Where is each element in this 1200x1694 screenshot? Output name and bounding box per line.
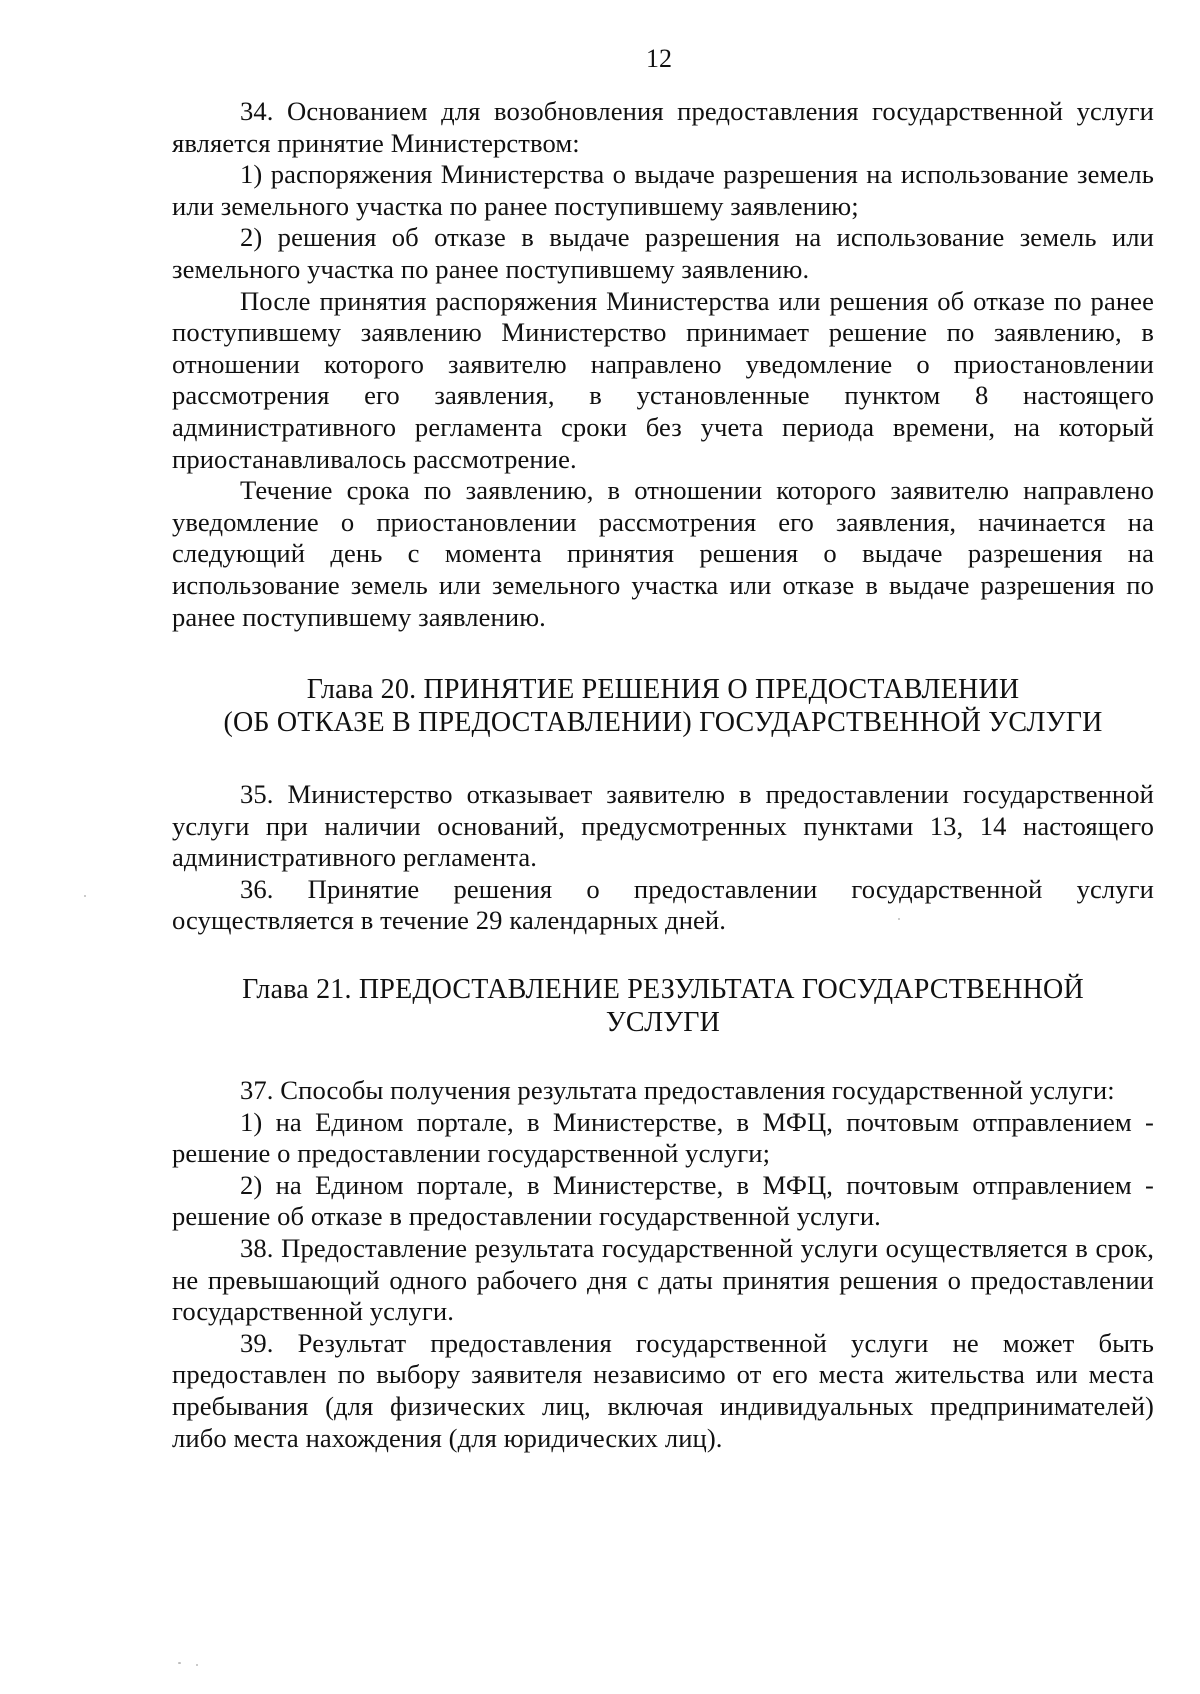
paragraph-36: 36. Принятие решения о предоставлении государственной услуги осуществляется в течение 29 календарных дней. [172,873,1154,936]
paragraph-37-item-1: 1) на Едином портале, в Министерстве, в МФЦ, почтовым отправлением - решение о предоставлении государственной услуги; [172,1106,1154,1169]
scan-speck [196,1664,198,1666]
chapter-20-heading-line-2: (ОБ ОТКАЗЕ В ПРЕДОСТАВЛЕНИИ) ГОСУДАРСТВЕННОЙ УСЛУГИ [223,707,1103,739]
paragraph-34-item-1: 1) распоряжения Министерства о выдаче разрешения на использование земель или земельного участка по ранее поступившему заявлению; [172,159,1154,221]
scan-speck [84,895,86,897]
chapter-21-heading [172,973,1154,1039]
paragraph-35: 35. Министерство отказывает заявителю в предоставлении государственной услуги при наличии оснований, предусмотренных пунктами 13, 14 настоящего административного регламента. [172,779,1154,873]
scan-speck [898,918,900,920]
chapter-21-heading-line-1: Глава 21. ПРЕДОСТАВЛЕНИЕ РЕЗУЛЬТАТА ГОСУДАРСТВЕННОЙ [242,974,1084,1006]
chapter-20-heading-line-1: Глава 20. ПРИНЯТИЕ РЕШЕНИЯ О ПРЕДОСТАВЛЕНИИ [306,674,1020,706]
chapter-20-heading [172,673,1154,739]
paragraph-37-intro: 37. Способы получения результата предоставления государственной услуги: [240,1075,1115,1106]
paragraph-37-item-2: 2) на Едином портале, в Министерстве, в МФЦ, почтовым отправлением - решение об отказе в предоставлении государственной услуги. [172,1169,1154,1232]
paragraph-39: 39. Результат предоставления государственной услуги не может быть предоставлен по выбору заявителя независимо от его места жительства или места пребывания (для физических лиц, включая индивидуальных предпринимателей) либо места нахождения (для юридических лиц). [172,1327,1154,1453]
document-body [172,96,1154,1454]
paragraph-34-term: Течение срока по заявлению, в отношении которого заявителю направлено уведомление о приостановлении рассмотрения его заявления, начинается на следующий день с момента принятия решения о выдаче разрешения на использование земель или земельного участка или отказе в выдаче разрешения по ранее поступившему заявлению. [172,475,1154,632]
paragraph-34-after: После принятия распоряжения Министерства или решения об отказе по ранее поступившему заявлению Министерство принимает решение по заявлению, в отношении которого заявителю направлено уведомление о приостановлении рассмотрения его заявления, в установленные пунктом 8 настоящего административного регламента сроки без учета периода времени, на который приостанавливалось рассмотрение. [172,285,1154,474]
scan-speck [178,1662,181,1664]
page-number: 12 [646,44,672,73]
chapter-21-heading-line-2: УСЛУГИ [605,1007,721,1039]
paragraph-34-item-2: 2) решения об отказе в выдаче разрешения на использование земель или земельного участка по ранее поступившему заявлению. [172,222,1154,284]
paragraph-34-intro: 34. Основанием для возобновления предоставления государственной услуги является принятие Министерством: [172,96,1154,158]
paragraph-38: 38. Предоставление результата государственной услуги осуществляется в срок, не превышающий одного рабочего дня с даты принятия решения о предоставлении государственной услуги. [172,1233,1154,1327]
